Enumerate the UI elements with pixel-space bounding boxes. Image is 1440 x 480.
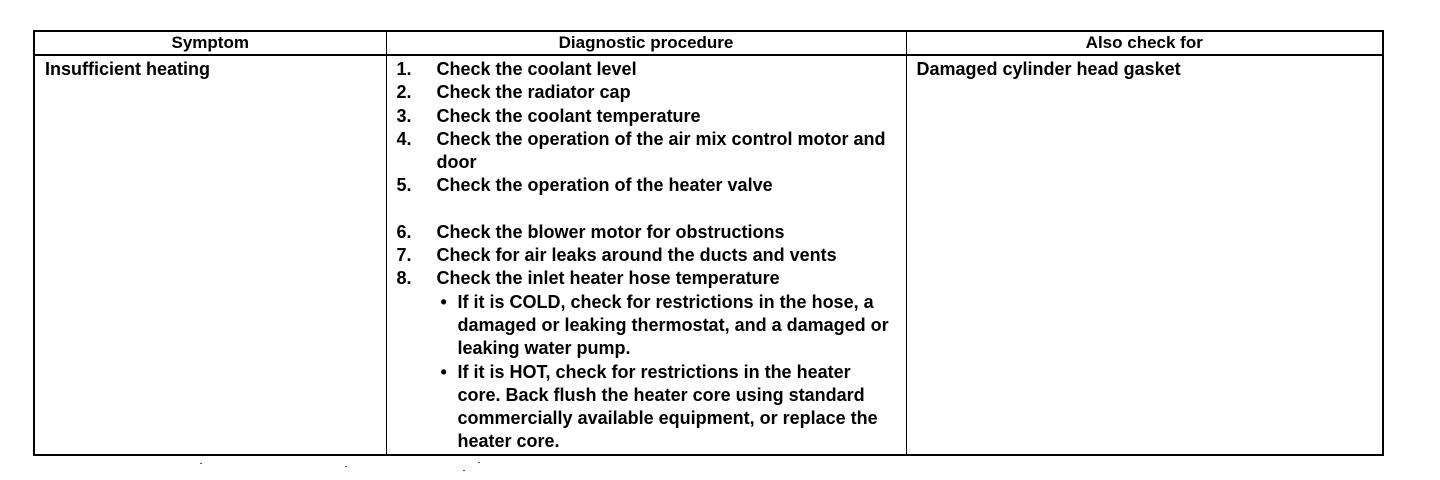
step-number: 4. [396,128,412,149]
procedure-step [387,105,906,128]
step-number: 7. [396,245,412,266]
step-text: Check the operation of the air mix control motor and door [436,128,886,173]
procedure-step [387,174,906,197]
step-number: 8. [396,268,412,289]
header-diagnostic-procedure: Diagnostic procedure [386,31,906,55]
procedure-step [387,58,906,81]
step-number: 5. [396,175,412,196]
scan-speck [463,470,465,471]
step-text: Check the radiator cap [436,82,631,103]
step-spacer [387,198,906,221]
procedure-list [387,56,906,291]
bullet-icon: • [440,291,447,312]
also-check-text: Damaged cylinder head gasket [916,59,1181,79]
procedure-step [387,244,906,267]
step-text: Check the coolant level [436,59,637,79]
step-text: Check the coolant temperature [436,105,701,126]
sub-step-list [387,291,906,454]
also-check-cell [906,55,1383,455]
symptom-text: Insufficient heating [45,59,211,79]
scan-speck [345,466,347,467]
sub-step-text: If it is HOT, check for restrictions in the heater core. Back flush the heater core using standard commercially available equipment, or replace the heater core. [457,361,878,452]
scan-speck [478,462,480,463]
sub-step [437,291,906,361]
step-text: Check the inlet heater hose temperature [436,268,780,289]
diagnostic-table [33,30,1384,456]
bullet-icon: • [440,361,447,382]
symptom-cell [34,55,386,455]
scan-speck [200,463,202,464]
step-text: Check the blower motor for obstructions [436,221,785,242]
procedure-step [387,267,906,290]
header-also-check-for: Also check for [906,31,1383,55]
step-text: Check for air leaks around the ducts and vents [436,245,837,266]
step-number: 1. [396,59,412,79]
step-number: 6. [396,221,412,242]
header-symptom: Symptom [34,31,386,55]
procedure-step [387,128,906,175]
step-number: 3. [396,105,412,126]
step-number: 2. [396,82,412,103]
table-header-row [34,31,1383,55]
procedure-step [387,81,906,104]
step-text: Check the operation of the heater valve [436,175,773,196]
procedure-step [387,221,906,244]
procedure-cell [386,55,906,455]
sub-step [437,361,906,454]
sub-step-text: If it is COLD, check for restrictions in the hose, a damaged or leaking thermostat, and a damaged or leaking water pump. [457,291,889,359]
table-row [34,55,1383,455]
